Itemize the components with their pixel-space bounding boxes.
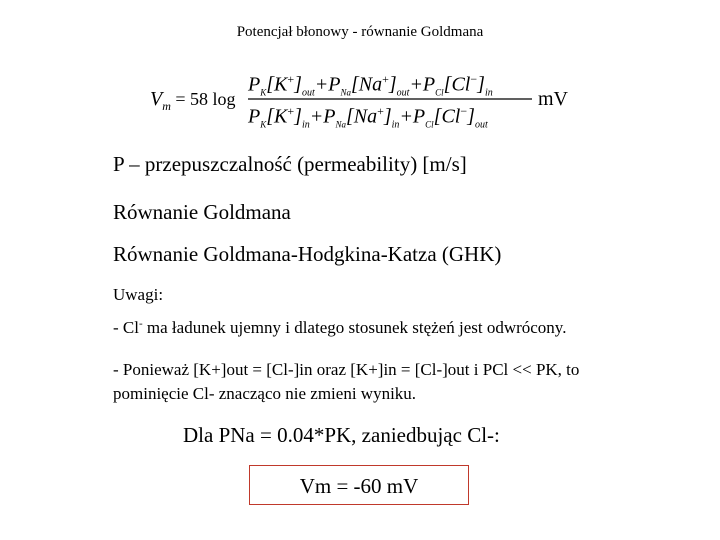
goldman-equation [150,66,580,136]
equation-denominator: $P_K[K^+]_{in}+P_{Na}[Na^+]_{in}+P_{Cl}[Cl^-]_{out}$ [248,104,488,131]
notes-heading: Uwagi: [113,285,164,304]
equation-numerator: $P_K[K^+]_{out}+P_{Na}[Na^+]_{out}+P_{Cl}[Cl^-]_{in}$ [248,72,493,99]
page-title: Potencjał błonowy - równanie Goldmana [236,24,484,40]
result-value: Vm = -60 mV [299,474,419,498]
condition-line: Dla PNa = 0.04*PK, zaniedbując Cl-: [183,423,500,447]
ghk-equation-name: Równanie Goldmana-Hodgkina-Katza (GHK) [113,242,502,266]
permeability-definition: P – przepuszczalność (permeability) [m/s] [113,152,467,176]
note-concentrations-line1: - Ponieważ [K+]out = [Cl-]in oraz [K+]in = [Cl-]out i PCl << PK, to [113,360,580,379]
note-concentrations-line2: pominięcie Cl- znacząco nie zmieni wyniku. [113,384,417,403]
goldman-equation-name: Równanie Goldmana [113,200,291,224]
equation-lhs: $V_m = 58$ log [150,88,236,113]
note-chloride-charge: - Cl- ma ładunek ujemny i dlatego stosunek stężeń jest odwrócony. [113,317,567,337]
equation-unit: mV [538,88,568,110]
